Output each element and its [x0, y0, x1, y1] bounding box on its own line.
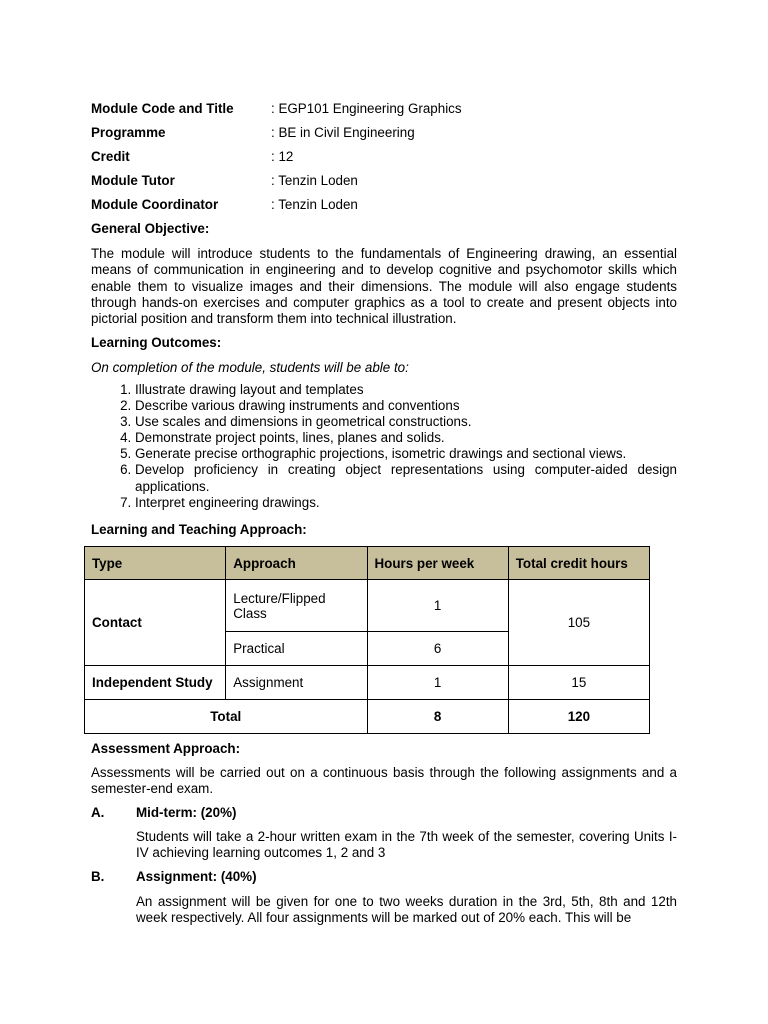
lecture-approach-cell: Lecture/Flipped Class — [226, 580, 367, 632]
table-row — [85, 666, 650, 700]
lecture-hours-cell: 1 — [367, 580, 508, 632]
practical-approach-cell: Practical — [226, 632, 367, 666]
contact-total-cell: 105 — [508, 580, 649, 666]
learning-outcomes-intro: On completion of the module, students will be able to: — [91, 360, 409, 375]
credit-label: Credit — [91, 149, 130, 164]
header-hours-per-week: Hours per week — [367, 547, 508, 580]
programme-row — [91, 123, 677, 143]
assignment-approach-cell: Assignment — [226, 666, 367, 700]
section-a-title: Mid-term: (20%) — [136, 805, 237, 820]
section-b-title: Assignment: (40%) — [136, 869, 257, 884]
module-code-row — [91, 99, 677, 119]
module-coordinator-label: Module Coordinator — [91, 197, 219, 212]
header-approach: Approach — [226, 547, 367, 580]
total-hours-cell: 8 — [367, 700, 508, 734]
programme-value: : BE in Civil Engineering — [271, 125, 415, 140]
assessment-intro: Assessments will be carried out on a continuous basis through the following assignments and a semester-end exam. — [91, 765, 677, 797]
list-item: 5. Generate precise orthographic projections, isometric drawings and sectional views. — [135, 446, 677, 462]
independent-study-cell: Independent Study — [85, 666, 226, 700]
section-a-letter: A. — [91, 805, 105, 820]
independent-total-cell: 15 — [508, 666, 649, 700]
section-b-letter: B. — [91, 869, 105, 884]
module-coordinator-value: : Tenzin Loden — [271, 197, 358, 212]
general-objective-heading: General Objective: — [91, 221, 210, 236]
section-a-text: Students will take a 2-hour written exam in the 7th week of the semester, covering Units I-IV achieving learning outcomes 1, 2 and 3 — [136, 829, 677, 861]
table-header-row — [85, 547, 650, 580]
section-b-text: An assignment will be given for one to two weeks duration in the 3rd, 5th, 8th and 12th week respectively. All four assignments will be marked out of 20% each. This will be — [136, 894, 677, 926]
module-tutor-label: Module Tutor — [91, 173, 175, 188]
list-item: 2. Describe various drawing instruments and conventions — [135, 398, 677, 414]
credit-row — [91, 147, 677, 167]
module-code-value: : EGP101 Engineering Graphics — [271, 101, 462, 116]
learning-outcomes-list — [91, 382, 677, 511]
learning-outcomes-heading: Learning Outcomes: — [91, 335, 222, 350]
list-item: 4. Demonstrate project points, lines, planes and solids. — [135, 430, 677, 446]
teaching-approach-heading: Learning and Teaching Approach: — [91, 522, 307, 537]
header-type: Type — [85, 547, 226, 580]
total-label-cell: Total — [85, 700, 368, 734]
assessment-heading: Assessment Approach: — [91, 741, 241, 756]
module-coordinator-row — [91, 195, 677, 215]
table-row — [85, 580, 650, 632]
list-item: 3. Use scales and dimensions in geometrical constructions. — [135, 414, 677, 430]
programme-label: Programme — [91, 125, 166, 140]
module-tutor-row — [91, 171, 677, 191]
module-tutor-value: : Tenzin Loden — [271, 173, 358, 188]
credit-value: : 12 — [271, 149, 294, 164]
list-item: 7. Interpret engineering drawings. — [135, 495, 677, 511]
module-code-label: Module Code and Title — [91, 101, 234, 116]
list-item: 6. Develop proficiency in creating object representations using computer-aided design applications. — [135, 462, 677, 494]
total-credit-cell: 120 — [508, 700, 649, 734]
list-item: 1. Illustrate drawing layout and templates — [135, 382, 677, 398]
practical-hours-cell: 6 — [367, 632, 508, 666]
assignment-hours-cell: 1 — [367, 666, 508, 700]
header-total-credit-hours: Total credit hours — [508, 547, 649, 580]
general-objective-text: The module will introduce students to the fundamentals of Engineering drawing, an essential means of communication in engineering and to develop cognitive and psychomotor skills which enable them to visualize images and their dimensions. The module will also engage students through hands-on exercises and computer graphics as a tool to create and present objects into pictorial position and transform them into technical illustration. — [91, 246, 677, 327]
table-total-row — [85, 700, 650, 734]
teaching-approach-table — [84, 546, 650, 734]
contact-cell: Contact — [85, 580, 226, 666]
